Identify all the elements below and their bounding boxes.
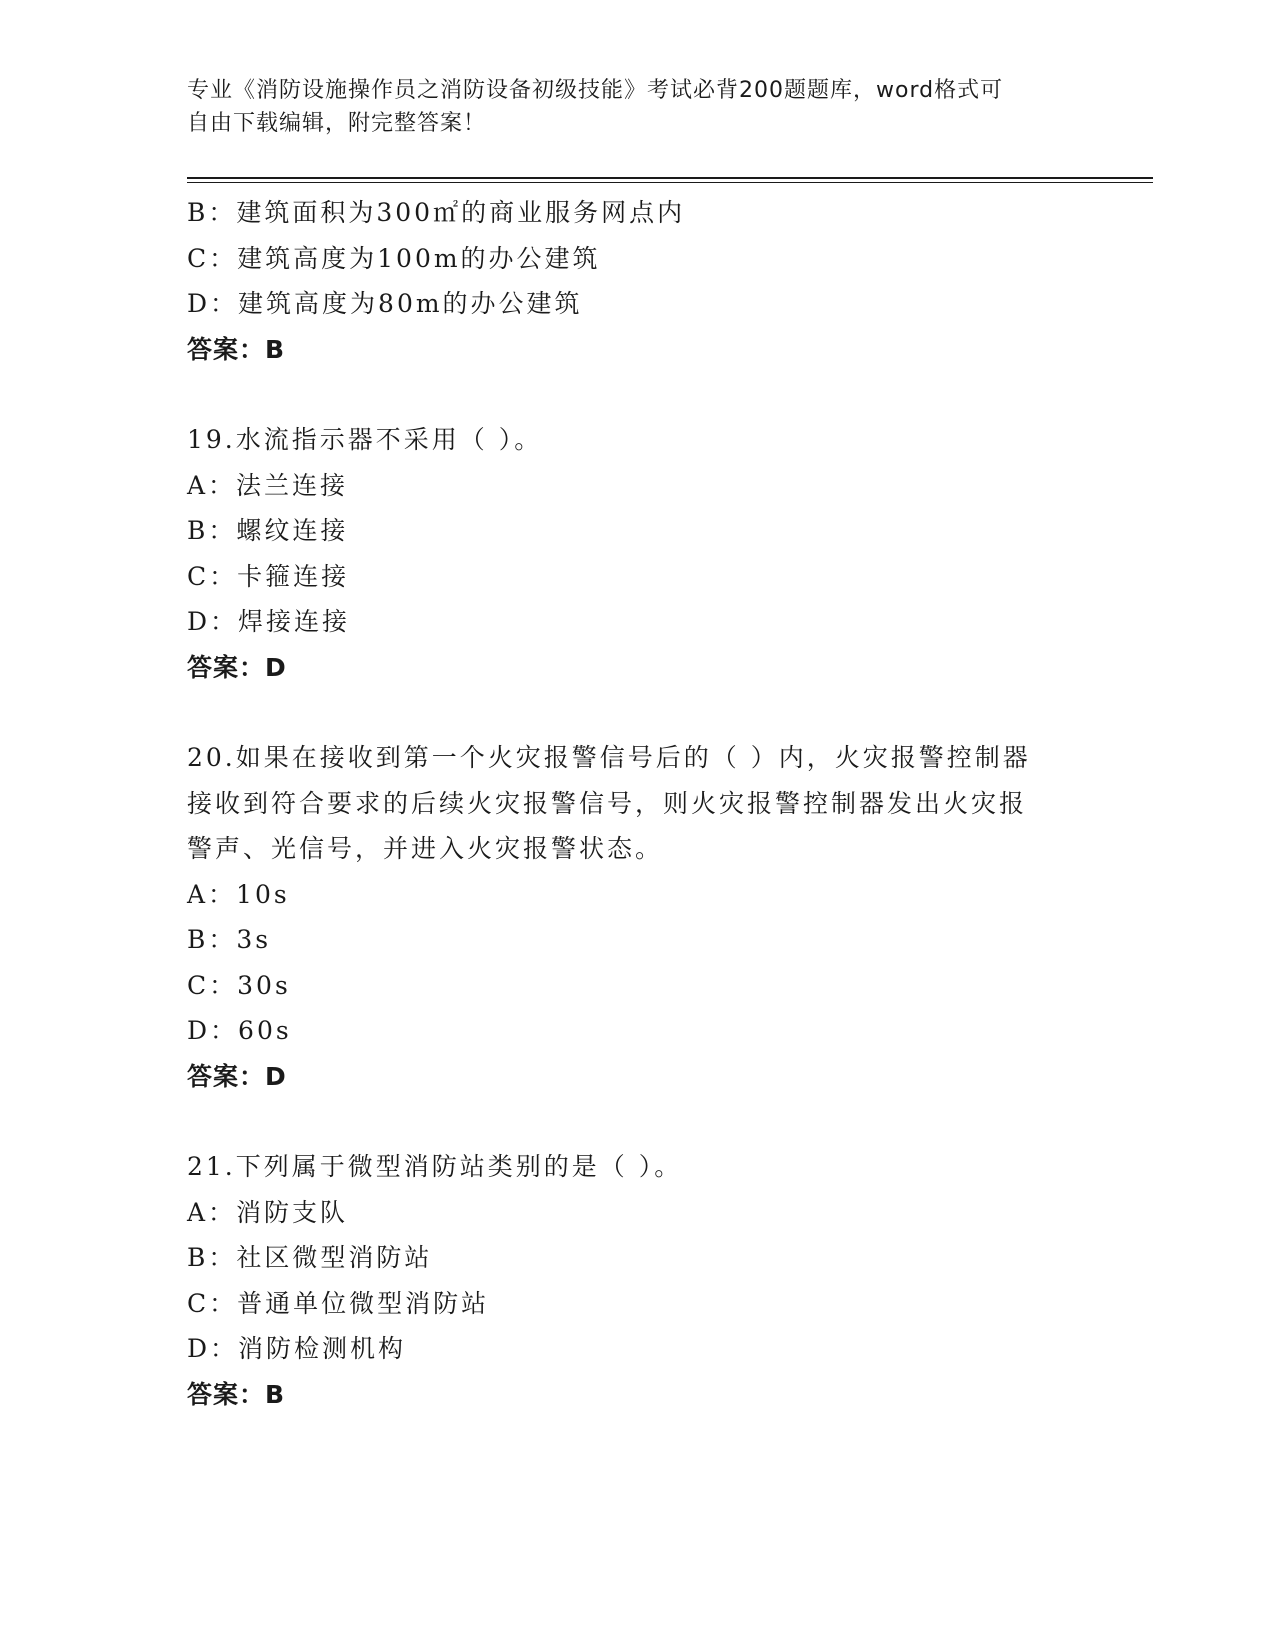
header-line-1: 专业《消防设施操作员之消防设备初级技能》考试必背200题题库，word格式可 xyxy=(187,78,1004,103)
option-b: B：建筑面积为300㎡的商业服务网点内 xyxy=(187,198,686,227)
option-c: C：卡箍连接 xyxy=(187,561,350,591)
header-divider-thin xyxy=(187,182,1153,183)
option-d: D：建筑高度为80m的办公建筑 xyxy=(187,289,583,318)
option-b: B：螺纹连接 xyxy=(187,516,349,545)
option-b: B：3s xyxy=(187,925,272,954)
answer-line: 答案：D xyxy=(187,1061,287,1091)
option-c: C：30s xyxy=(187,970,291,1000)
option-a: A：法兰连接 xyxy=(187,470,349,500)
option-d: D：焊接连接 xyxy=(187,607,351,636)
document-header xyxy=(187,74,1067,140)
answer-line: 答案：D xyxy=(187,652,287,682)
option-a: A：10s xyxy=(187,879,290,909)
question-text-line-3: 警声、光信号，并进入火灾报警状态。 xyxy=(187,834,664,863)
option-d: D：消防检测机构 xyxy=(187,1334,407,1363)
spacer xyxy=(187,372,1087,417)
question-18-tail xyxy=(187,190,1087,372)
question-list xyxy=(187,190,1087,1417)
header-line-2: 自由下载编辑，附完整答案！ xyxy=(187,111,487,136)
answer-line: 答案：B xyxy=(187,1379,286,1409)
header-divider-thick xyxy=(187,177,1153,179)
spacer xyxy=(187,1099,1087,1144)
question-20 xyxy=(187,735,1087,1099)
question-19 xyxy=(187,417,1087,690)
option-d: D：60s xyxy=(187,1016,292,1045)
question-21 xyxy=(187,1144,1087,1417)
question-text: 21.下列属于微型消防站类别的是（ ）。 xyxy=(187,1152,683,1181)
option-a: A：消防支队 xyxy=(187,1197,349,1227)
option-b: B：社区微型消防站 xyxy=(187,1243,433,1272)
answer-line: 答案：B xyxy=(187,334,286,364)
option-c: C：普通单位微型消防站 xyxy=(187,1288,490,1318)
option-c: C：建筑高度为100m的办公建筑 xyxy=(187,243,601,273)
question-text-line-2: 接收到符合要求的后续火灾报警信号，则火灾报警控制器发出火灾报 xyxy=(187,788,1028,818)
question-text: 19.水流指示器不采用（ ）。 xyxy=(187,425,543,454)
question-text-line-1: 20.如果在接收到第一个火灾报警信号后的（ ）内，火灾报警控制器 xyxy=(187,743,1031,772)
spacer xyxy=(187,690,1087,735)
